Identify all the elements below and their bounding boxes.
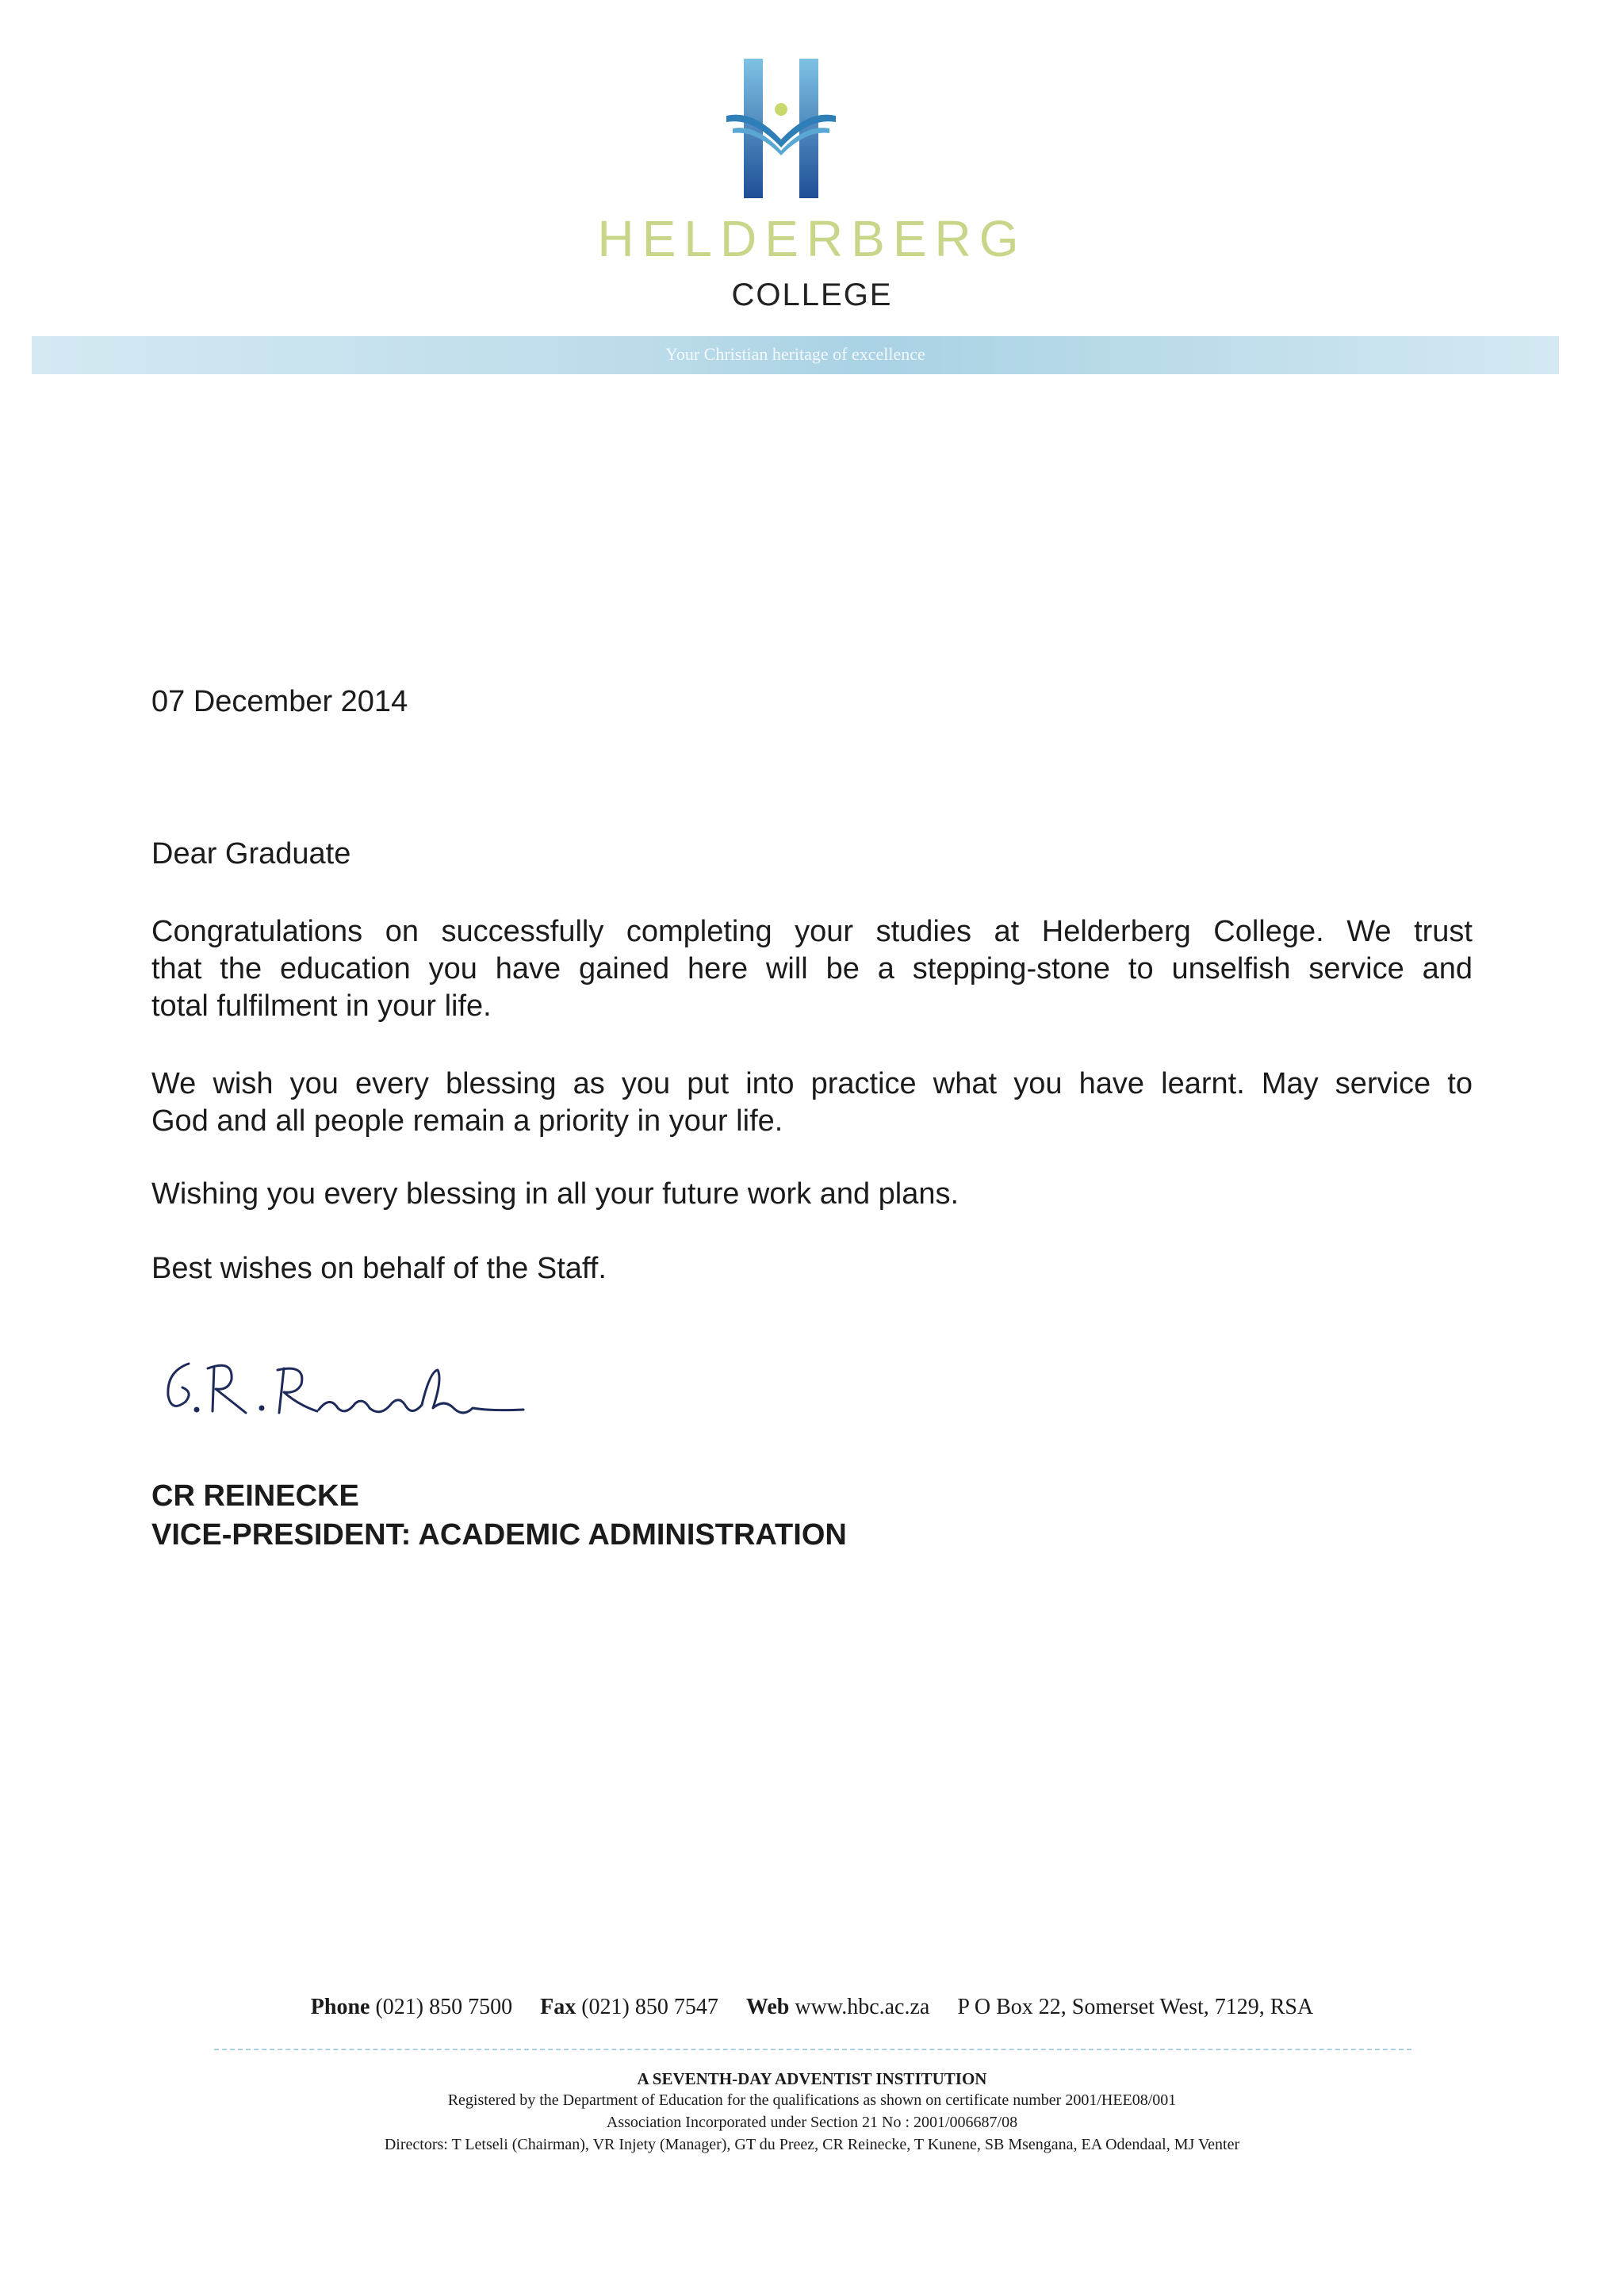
helderberg-logo: [722, 54, 841, 205]
signer-title: VICE-PRESIDENT: ACADEMIC ADMINISTRATION: [151, 1518, 847, 1552]
footer-contacts: [0, 1995, 1624, 2020]
banner-tagline: Your Christian heritage of excellence: [665, 344, 925, 364]
web-address[interactable]: www.hbc.ac.za: [795, 1995, 930, 2019]
fax-number: (021) 850 7547: [581, 1995, 718, 2019]
letter-date: 07 December 2014: [151, 685, 408, 718]
institution-line: A SEVENTH-DAY ADVENTIST INSTITUTION: [637, 2069, 987, 2088]
paragraph-wishing: Wishing you every blessing in all your future work and plans.: [151, 1177, 959, 1211]
college-subname: COLLEGE: [731, 277, 893, 312]
directors-line: Directors: T Letseli (Chairman), VR Injety (Manager), GT du Preez, CR Reinecke, T Kunene, SB Msengana, EA Odendaal, MJ Venter: [384, 2136, 1240, 2153]
phone-number: (021) 850 7500: [375, 1995, 513, 2019]
paragraph-line: Congratulations on successfully completing your studies at Helderberg College. We trust: [151, 915, 1473, 948]
paragraph-line: that the education you have gained here will be a stepping-stone to unselfish service and: [151, 952, 1473, 985]
salutation: Dear Graduate: [151, 837, 351, 871]
handwritten-signature: [151, 1340, 531, 1427]
paragraph-line: God and all people remain a priority in your life.: [151, 1104, 783, 1138]
paragraph-line: We wish you every blessing as you put into practice what you have learnt. May service to: [151, 1067, 1473, 1100]
paragraph-congratulations: [151, 913, 1473, 1025]
paragraph-line: total fulfilment in your life.: [151, 989, 492, 1023]
association-line: Association Incorporated under Section 21 No : 2001/006687/08: [606, 2114, 1018, 2131]
registration-line: Registered by the Department of Education for the qualifications as shown on certificate number 2001/HEE08/001: [447, 2091, 1177, 2109]
letterhead-banner: [32, 336, 1559, 374]
postal-address: P O Box 22, Somerset West, 7129, RSA: [957, 1995, 1314, 2019]
fax-label: Fax: [540, 1995, 576, 2019]
college-name: HELDERBERG: [597, 210, 1027, 267]
signer-name: CR REINECKE: [151, 1479, 359, 1513]
paragraph-blessing: [151, 1066, 1473, 1140]
paragraph-best-wishes: Best wishes on behalf of the Staff.: [151, 1252, 607, 1285]
web-label: Web: [745, 1995, 790, 2019]
footer-divider: [214, 2049, 1411, 2050]
phone-label: Phone: [310, 1995, 370, 2019]
